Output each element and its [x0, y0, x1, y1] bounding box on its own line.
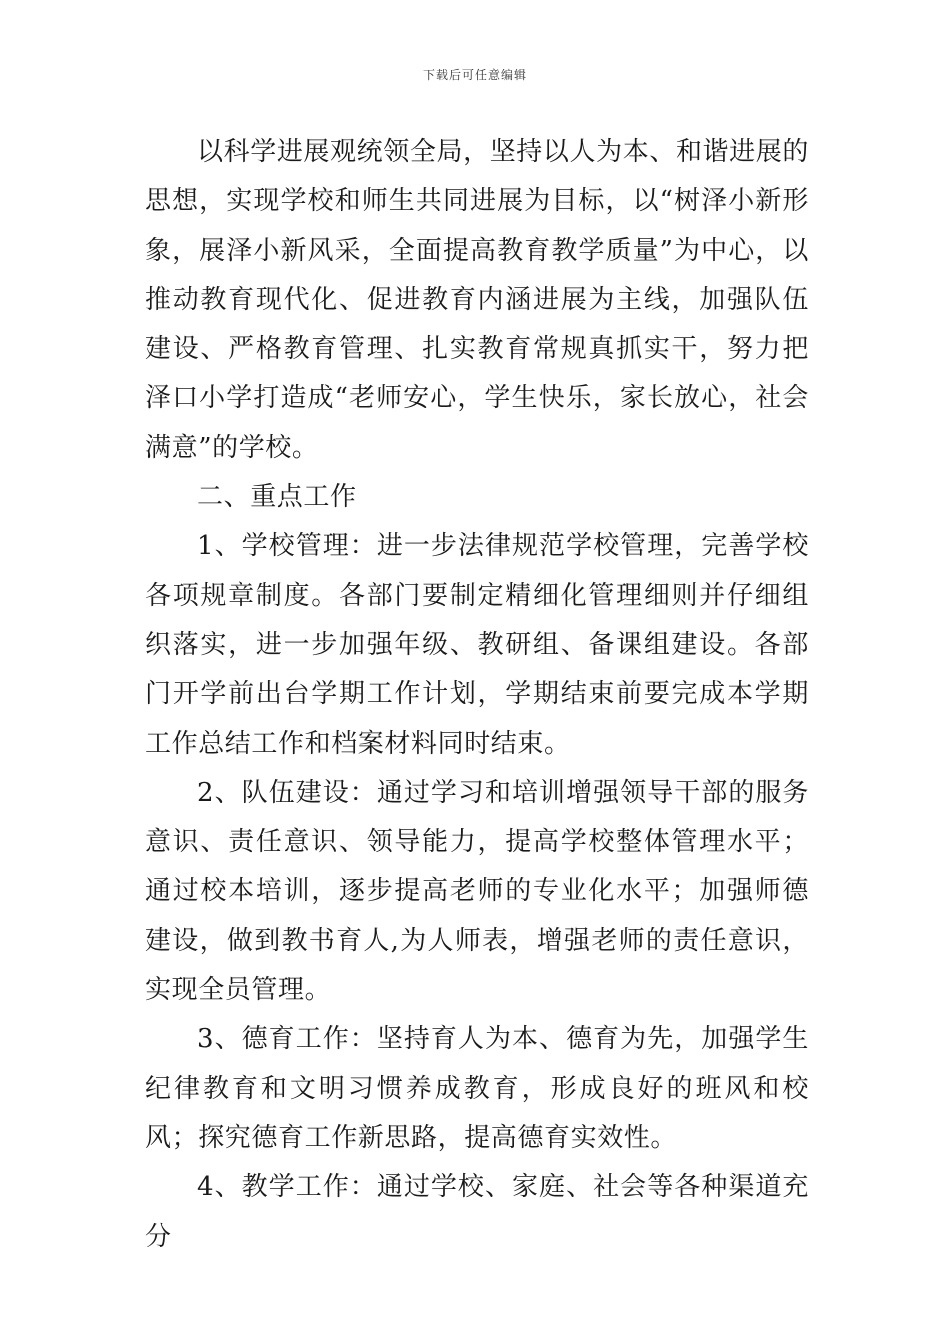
paragraph-school-management: 1、学校管理：进一步法律规范学校管理，完善学校各项规章制度。各部门要制定精细化管理细则并仔细组织落实，进一步加强年级、教研组、备课组建设。各部门开学前出台学期工作计划，学期结束前要完成本学期工作总结工作和档案材料同时结束。 — [145, 531, 809, 759]
section-heading-key-work: 二、重点工作 — [197, 482, 357, 513]
paragraph-team-building: 2、队伍建设：通过学习和培训增强领导干部的服务意识、责任意识、领导能力，提高学校整体管理水平；通过校本培训，逐步提高老师的专业化水平；加强师德建设，做到教书育人,为人师表，增强老师的责任意识，实现全员管理。 — [145, 777, 809, 1006]
paragraph-guiding-ideology: 以科学进展观统领全局，坚持以人为本、和谐进展的思想，实现学校和师生共同进展为目标，以“树泽小新形象，展泽小新风采，全面提高教育教学质量”为中心，以推动教育现代化、促进教育内涵进展为主线，加强队伍建设、严格教育管理、扎实教育常规真抓实干，努力把泽口小学打造成“老师安心，学生快乐，家长放心，社会满意”的学校。 — [145, 137, 809, 463]
paragraph-moral-education: 3、德育工作：坚持育人为本、德育为先，加强学生纪律教育和文明习惯养成教育，形成良好的班风和校风；探究德育工作新思路，提高德育实效性。 — [145, 1024, 809, 1153]
paragraph-teaching-work: 4、教学工作：通过学校、家庭、社会等各种渠道充分 — [145, 1172, 809, 1252]
page-header: 下载后可任意编辑 — [422, 68, 527, 82]
document-body — [145, 128, 809, 1262]
